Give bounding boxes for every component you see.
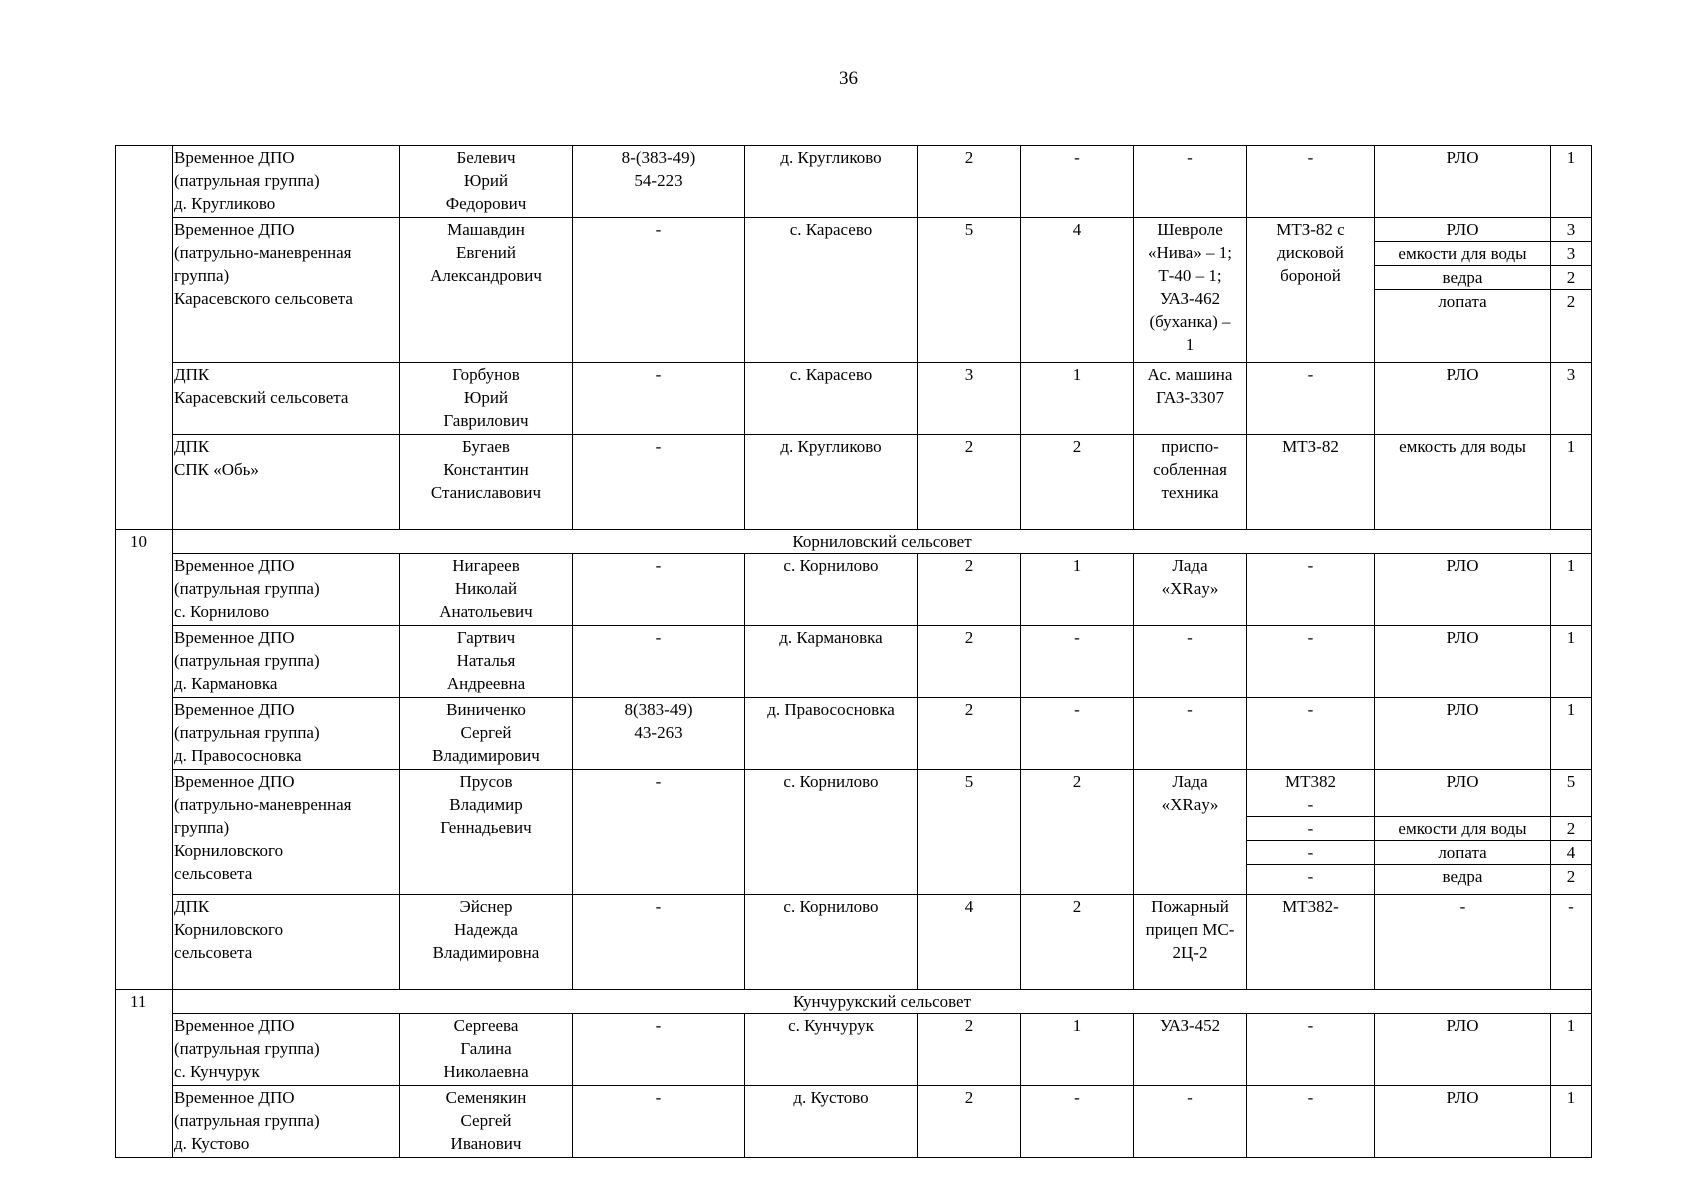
- head-person-line: Геннадьевич: [440, 818, 532, 837]
- location: д. Кругликово: [745, 146, 918, 218]
- vehicle-line: Лада: [1172, 556, 1208, 575]
- equipment-qty: 1: [1551, 1014, 1592, 1086]
- tractor-line: дисковой: [1277, 243, 1344, 262]
- tractor: [1247, 817, 1375, 841]
- tractor-line: -: [1307, 365, 1314, 384]
- head-person-line: Наталья: [456, 651, 516, 670]
- section-header-row: [116, 990, 1592, 1014]
- phone: [573, 1014, 745, 1086]
- table-row: [116, 1014, 1592, 1086]
- vehicle-line: «XRay»: [1161, 579, 1219, 598]
- unit-name-line: Временное ДПО: [174, 1016, 295, 1035]
- tech-count: 2: [1021, 770, 1134, 895]
- tractor: [1247, 1086, 1375, 1158]
- vehicle: [1134, 770, 1247, 895]
- vehicle: [1134, 895, 1247, 990]
- equipment-qty: 1: [1551, 698, 1592, 770]
- equipment-name: лопата: [1375, 290, 1551, 363]
- people-count: 2: [918, 698, 1021, 770]
- unit-name-line: Карасевского сельсовета: [174, 289, 353, 308]
- tractor-line: -: [1307, 795, 1314, 814]
- equipment-name: РЛО: [1375, 770, 1551, 817]
- head-person-line: Бугаев: [462, 437, 510, 456]
- equipment-qty: -: [1551, 895, 1592, 990]
- head-person-line: Юрий: [463, 388, 509, 407]
- people-count: 2: [918, 1014, 1021, 1086]
- equipment-name: РЛО: [1375, 1014, 1551, 1086]
- people-count: 5: [918, 218, 1021, 363]
- head-person-line: Федорович: [445, 194, 527, 213]
- table-row: [116, 1086, 1592, 1158]
- head-person: [400, 554, 573, 626]
- unit-name: [173, 218, 400, 363]
- table-row: [116, 626, 1592, 698]
- people-count: 5: [918, 770, 1021, 895]
- tractor: [1247, 218, 1375, 363]
- table-row: [116, 363, 1592, 435]
- phone: [573, 1086, 745, 1158]
- tractor-line: -: [1307, 843, 1314, 862]
- head-person: [400, 1086, 573, 1158]
- tech-count: -: [1021, 698, 1134, 770]
- phone-line: -: [655, 897, 662, 916]
- unit-name: [173, 1014, 400, 1086]
- people-count: 2: [918, 1086, 1021, 1158]
- people-count: 2: [918, 146, 1021, 218]
- equipment-name: ведра: [1375, 266, 1551, 290]
- tractor: [1247, 626, 1375, 698]
- tech-count: -: [1021, 1086, 1134, 1158]
- equipment-qty: 4: [1551, 841, 1592, 865]
- head-person-line: Галина: [460, 1039, 512, 1058]
- unit-name-line: (патрульная группа): [174, 651, 320, 670]
- vehicle: [1134, 1086, 1247, 1158]
- tractor-line: -: [1307, 628, 1314, 647]
- fire-units-table: [115, 145, 1592, 1158]
- tractor: [1247, 435, 1375, 530]
- phone-line: -: [655, 1016, 662, 1035]
- equipment-name: -: [1375, 895, 1551, 990]
- unit-name-line: сельсовета: [174, 864, 253, 883]
- vehicle-line: техника: [1161, 483, 1219, 502]
- phone-line: 8-(383-49): [621, 148, 696, 167]
- head-person-line: Белевич: [456, 148, 516, 167]
- head-person-line: Семенякин: [445, 1088, 527, 1107]
- people-count: 2: [918, 435, 1021, 530]
- vehicle-line: Лада: [1172, 772, 1208, 791]
- vehicle: [1134, 626, 1247, 698]
- equipment-qty: 3: [1551, 242, 1592, 266]
- equipment-name: емкости для воды: [1375, 242, 1551, 266]
- phone: [573, 554, 745, 626]
- equipment-qty: 1: [1551, 1086, 1592, 1158]
- tractor-line: МТ382: [1285, 772, 1336, 791]
- unit-name-line: Временное ДПО: [174, 772, 295, 791]
- vehicle-line: Пожарный: [1151, 897, 1229, 916]
- tractor-line: -: [1307, 1016, 1314, 1035]
- head-person-line: Владимир: [449, 795, 523, 814]
- vehicle: [1134, 218, 1247, 363]
- unit-name: [173, 626, 400, 698]
- equipment-name: лопата: [1375, 841, 1551, 865]
- page-number: 36: [839, 68, 858, 89]
- vehicle-line: -: [1187, 1088, 1193, 1107]
- head-person: [400, 626, 573, 698]
- equipment-name: емкость для воды: [1375, 435, 1551, 530]
- section-header-row: [116, 530, 1592, 554]
- equipment-qty: 2: [1551, 266, 1592, 290]
- equipment-name: ведра: [1375, 865, 1551, 895]
- unit-name-line: группа): [174, 818, 230, 837]
- vehicle-line: УАЗ-452: [1159, 1016, 1221, 1035]
- equipment-name: РЛО: [1375, 218, 1551, 242]
- equipment-qty: 2: [1551, 290, 1592, 363]
- head-person-line: Владимировна: [432, 943, 540, 962]
- people-count: 2: [918, 626, 1021, 698]
- phone: [573, 363, 745, 435]
- vehicle-line: ГАЗ-3307: [1155, 388, 1224, 407]
- head-person-line: Надежда: [454, 920, 518, 939]
- location: с. Корнилово: [745, 895, 918, 990]
- phone-line: 43-263: [634, 723, 683, 742]
- section-title: Корниловский сельсовет: [173, 530, 1592, 554]
- vehicle: [1134, 554, 1247, 626]
- phone: [573, 146, 745, 218]
- equipment-name: РЛО: [1375, 554, 1551, 626]
- unit-name-line: (патрульная группа): [174, 579, 320, 598]
- location: д. Кругликово: [745, 435, 918, 530]
- unit-name: [173, 1086, 400, 1158]
- location: д. Кустово: [745, 1086, 918, 1158]
- tech-count: 1: [1021, 554, 1134, 626]
- vehicle-line: собленная: [1153, 460, 1227, 479]
- tractor-line: -: [1307, 148, 1314, 167]
- equipment-qty: 1: [1551, 146, 1592, 218]
- unit-name: [173, 895, 400, 990]
- head-person-line: Александрович: [430, 266, 542, 285]
- head-person-line: Сергей: [460, 723, 512, 742]
- location: с. Карасево: [745, 218, 918, 363]
- vehicle-line: прицеп МС-: [1145, 920, 1235, 939]
- unit-name-line: д. Правососновка: [174, 746, 302, 765]
- phone-line: 8(383-49): [624, 700, 693, 719]
- people-count: 4: [918, 895, 1021, 990]
- tractor-line: -: [1307, 819, 1314, 838]
- unit-name-line: ДПК: [174, 897, 210, 916]
- head-person-line: Андреевна: [446, 674, 526, 693]
- unit-name-line: Корниловского: [174, 920, 284, 939]
- unit-name-line: д. Кармановка: [174, 674, 278, 693]
- unit-name: [173, 363, 400, 435]
- unit-name-line: Карасевский сельсовета: [174, 388, 349, 407]
- head-person-line: Константин: [443, 460, 529, 479]
- unit-name-line: Временное ДПО: [174, 556, 295, 575]
- unit-name: [173, 770, 400, 895]
- tractor-line: -: [1307, 700, 1314, 719]
- tractor: [1247, 363, 1375, 435]
- equipment-name: РЛО: [1375, 698, 1551, 770]
- unit-name-line: (патрульно-маневренная: [174, 243, 352, 262]
- tractor: [1247, 841, 1375, 865]
- tech-count: 2: [1021, 895, 1134, 990]
- tractor: [1247, 770, 1375, 817]
- head-person-line: Евгений: [456, 243, 516, 262]
- section-number: 11: [116, 990, 173, 1158]
- head-person-line: Нигареев: [452, 556, 520, 575]
- tractor: [1247, 146, 1375, 218]
- unit-name-line: ДПК: [174, 437, 210, 456]
- unit-name-line: (патрульная группа): [174, 723, 320, 742]
- vehicle: [1134, 363, 1247, 435]
- unit-name-line: (патрульно-маневренная: [174, 795, 352, 814]
- section-number: 10: [116, 530, 173, 990]
- equipment-qty: 2: [1551, 817, 1592, 841]
- vehicle: [1134, 146, 1247, 218]
- equipment-name: РЛО: [1375, 1086, 1551, 1158]
- head-person-line: Машавдин: [447, 220, 525, 239]
- vehicle: [1134, 435, 1247, 530]
- unit-name-line: с. Кунчурук: [174, 1062, 260, 1081]
- head-person: [400, 770, 573, 895]
- head-person-line: Виниченко: [446, 700, 526, 719]
- unit-name-line: сельсовета: [174, 943, 253, 962]
- head-person: [400, 435, 573, 530]
- unit-name-line: ДПК: [174, 365, 210, 384]
- location: д. Кармановка: [745, 626, 918, 698]
- vehicle-line: Т-40 – 1;: [1158, 266, 1222, 285]
- tractor-line: МТЗ-82: [1282, 437, 1339, 456]
- unit-name-line: Временное ДПО: [174, 700, 295, 719]
- unit-name-line: (патрульная группа): [174, 1111, 320, 1130]
- unit-name-line: с. Корнилово: [174, 602, 270, 621]
- unit-name: [173, 146, 400, 218]
- equipment-name: РЛО: [1375, 626, 1551, 698]
- equipment-name: емкости для воды: [1375, 817, 1551, 841]
- tech-count: -: [1021, 626, 1134, 698]
- equipment-qty: 2: [1551, 865, 1592, 895]
- tractor-line: -: [1307, 556, 1314, 575]
- head-person-line: Николай: [454, 579, 518, 598]
- head-person-line: Горбунов: [452, 365, 520, 384]
- unit-name-line: (патрульная группа): [174, 171, 320, 190]
- head-person-line: Сергеева: [453, 1016, 519, 1035]
- vehicle: [1134, 1014, 1247, 1086]
- head-person-line: Николаевна: [443, 1062, 529, 1081]
- tractor: [1247, 554, 1375, 626]
- unit-name-line: Временное ДПО: [174, 628, 295, 647]
- table-row: [116, 146, 1592, 218]
- tech-count: -: [1021, 146, 1134, 218]
- unit-name-line: группа): [174, 266, 230, 285]
- table-body: [116, 146, 1592, 1158]
- people-count: 3: [918, 363, 1021, 435]
- phone-line: -: [655, 220, 662, 239]
- vehicle-line: 2Ц-2: [1172, 943, 1208, 962]
- head-person: [400, 698, 573, 770]
- unit-name-line: Корниловского: [174, 841, 284, 860]
- tractor-line: -: [1307, 1088, 1314, 1107]
- phone: [573, 435, 745, 530]
- tractor: [1247, 895, 1375, 990]
- head-person-line: Гаврилович: [443, 411, 529, 430]
- unit-name: [173, 554, 400, 626]
- equipment-qty: 1: [1551, 626, 1592, 698]
- unit-name-line: (патрульная группа): [174, 1039, 320, 1058]
- head-person: [400, 363, 573, 435]
- phone: [573, 895, 745, 990]
- equipment-name: РЛО: [1375, 146, 1551, 218]
- tractor-line: -: [1307, 867, 1314, 886]
- equipment-name: РЛО: [1375, 363, 1551, 435]
- vehicle: [1134, 698, 1247, 770]
- head-person-line: Анатольевич: [439, 602, 533, 621]
- head-person: [400, 146, 573, 218]
- tractor: [1247, 1014, 1375, 1086]
- head-person: [400, 218, 573, 363]
- vehicle-line: приспо-: [1161, 437, 1219, 456]
- vehicle-line: -: [1187, 700, 1193, 719]
- table-row: [116, 895, 1592, 990]
- location: с. Корнилово: [745, 554, 918, 626]
- head-person-line: Сергей: [460, 1111, 512, 1130]
- vehicle-line: Шевроле: [1157, 220, 1223, 239]
- head-person-line: Владимирович: [432, 746, 540, 765]
- vehicle-line: -: [1187, 148, 1193, 167]
- phone-line: -: [655, 772, 662, 791]
- tractor: [1247, 865, 1375, 895]
- tractor-line: бороной: [1280, 266, 1341, 285]
- location: с. Кунчурук: [745, 1014, 918, 1086]
- table-row: [116, 770, 1592, 817]
- unit-name-line: Временное ДПО: [174, 148, 295, 167]
- phone: [573, 626, 745, 698]
- vehicle-line: 1: [1185, 335, 1195, 354]
- head-person-line: Гартвич: [456, 628, 516, 647]
- phone: [573, 698, 745, 770]
- head-person: [400, 895, 573, 990]
- equipment-qty: 3: [1551, 218, 1592, 242]
- head-person-line: Прусов: [459, 772, 513, 791]
- vehicle-line: Ас. машина: [1147, 365, 1233, 384]
- head-person-line: Эйснер: [459, 897, 513, 916]
- table-row: [116, 435, 1592, 530]
- tech-count: 2: [1021, 435, 1134, 530]
- equipment-qty: 3: [1551, 363, 1592, 435]
- head-person-line: Станиславович: [430, 483, 542, 502]
- vehicle-line: «Нива» – 1;: [1148, 243, 1232, 262]
- vehicle-line: «XRay»: [1161, 795, 1219, 814]
- unit-name: [173, 435, 400, 530]
- tech-count: 1: [1021, 363, 1134, 435]
- phone-line: -: [655, 1088, 662, 1107]
- equipment-qty: 1: [1551, 554, 1592, 626]
- head-person-line: Иванович: [450, 1134, 522, 1153]
- unit-name-line: Временное ДПО: [174, 220, 295, 239]
- vehicle-line: -: [1187, 628, 1193, 647]
- vehicle-line: УАЗ-462: [1159, 289, 1221, 308]
- tech-count: 1: [1021, 1014, 1134, 1086]
- phone-line: -: [655, 556, 662, 575]
- phone-line: -: [655, 437, 662, 456]
- phone-line: 54-223: [634, 171, 683, 190]
- unit-name-line: Временное ДПО: [174, 1088, 295, 1107]
- location: д. Правососновка: [745, 698, 918, 770]
- unit-name: [173, 698, 400, 770]
- phone-line: -: [655, 628, 662, 647]
- vehicle-line: (буханка) –: [1149, 312, 1231, 331]
- head-person-line: Юрий: [463, 171, 509, 190]
- section-title: Кунчурукский сельсовет: [173, 990, 1592, 1014]
- table-row: [116, 554, 1592, 626]
- location: с. Корнилово: [745, 770, 918, 895]
- unit-name-line: д. Кругликово: [174, 194, 276, 213]
- table-row: [116, 698, 1592, 770]
- row-number-cell: [116, 146, 173, 530]
- equipment-qty: 1: [1551, 435, 1592, 530]
- table-row: [116, 218, 1592, 242]
- phone: [573, 218, 745, 363]
- tech-count: 4: [1021, 218, 1134, 363]
- head-person: [400, 1014, 573, 1086]
- unit-name-line: СПК «Обь»: [174, 460, 259, 479]
- tractor-line: МТ382-: [1282, 897, 1339, 916]
- tractor: [1247, 698, 1375, 770]
- equipment-qty: 5: [1551, 770, 1592, 817]
- people-count: 2: [918, 554, 1021, 626]
- phone: [573, 770, 745, 895]
- tractor-line: МТЗ-82 с: [1276, 220, 1345, 239]
- location: с. Карасево: [745, 363, 918, 435]
- phone-line: -: [655, 365, 662, 384]
- unit-name-line: д. Кустово: [174, 1134, 250, 1153]
